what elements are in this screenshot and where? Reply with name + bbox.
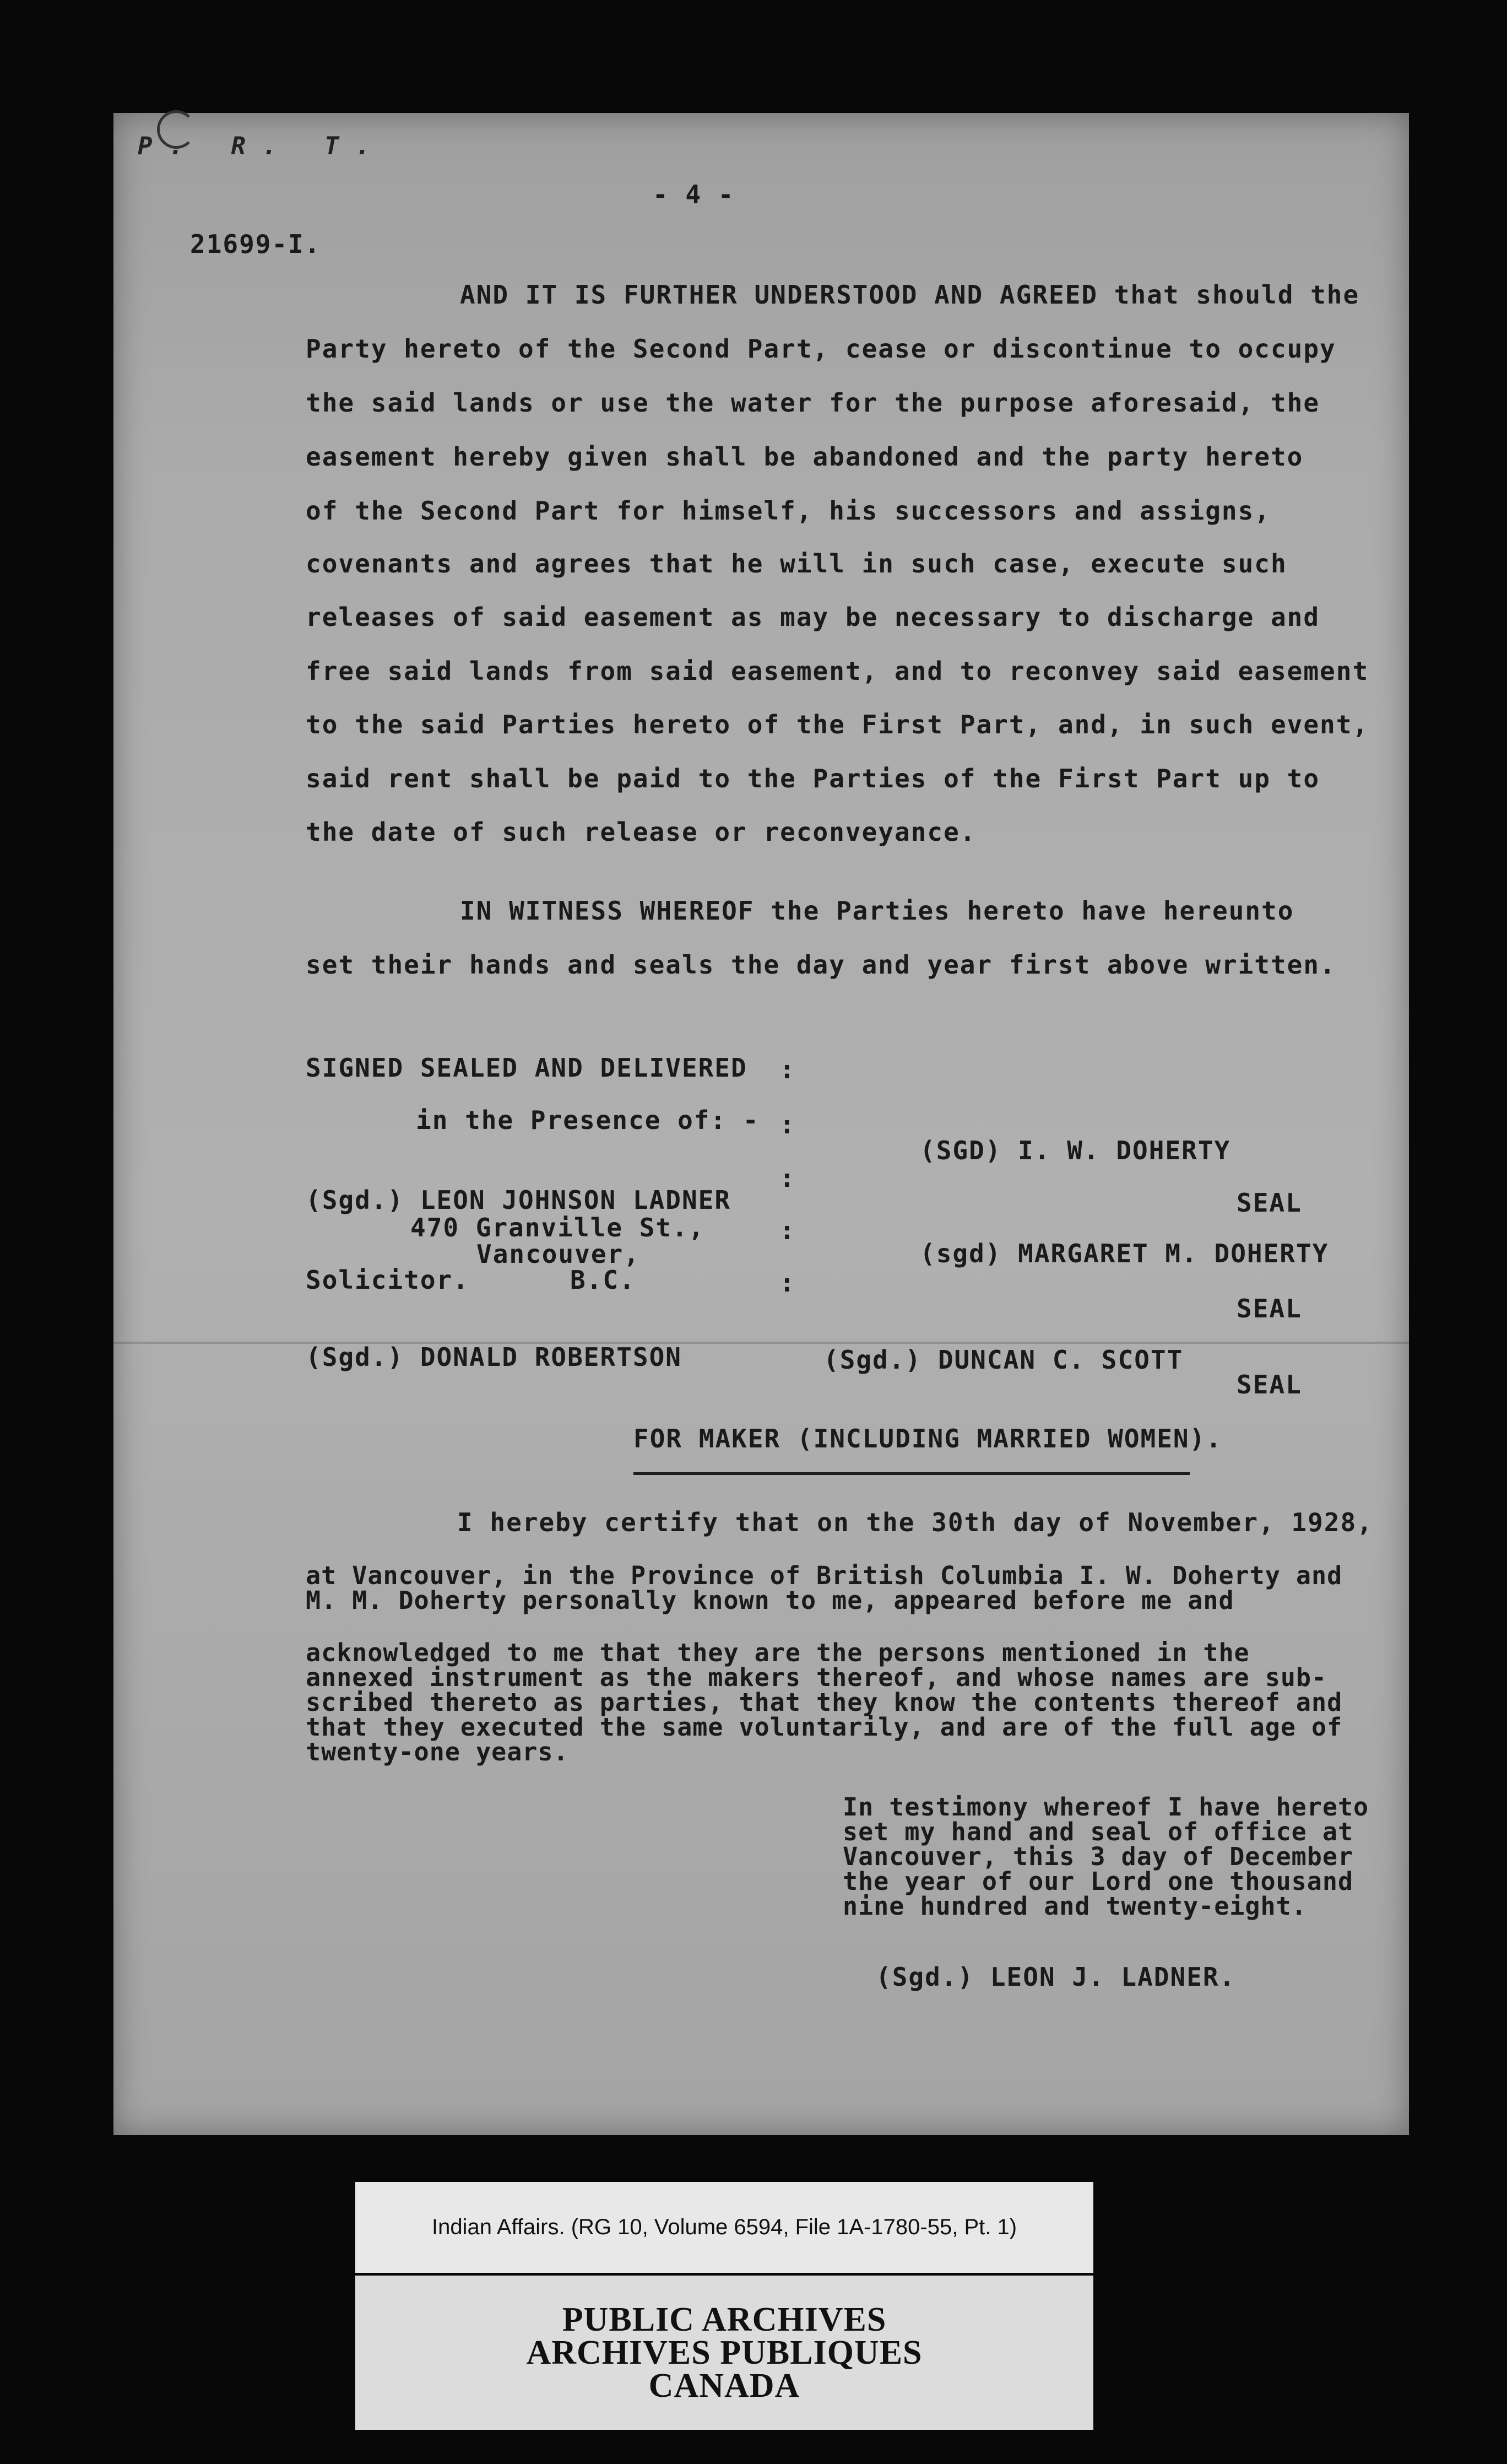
separator-colon: : [779, 1163, 796, 1193]
presence-line: in the Presence of: - [416, 1105, 760, 1135]
seal-label: SEAL [1237, 1370, 1302, 1399]
archive-reference-label [355, 2182, 1093, 2273]
affidavit-text: acknowledged to me that they are the persons mentioned in the [306, 1638, 1250, 1667]
archive-line-2: ARCHIVES PUBLIQUES [526, 2334, 923, 2371]
signature-doherty: (SGD) I. W. DOHERTY [920, 1136, 1231, 1165]
text-line: Party hereto of the Second Part, cease or discontinue to occupy [306, 334, 1336, 364]
text-line: IN WITNESS WHEREOF the Parties hereto have hereunto [460, 896, 1294, 926]
text-line: set their hands and seals the day and year first above written. [306, 950, 1336, 980]
testimony-text: nine hundred and twenty-eight. [843, 1892, 1307, 1921]
separator-colon: : [779, 1110, 796, 1139]
text-line: releases of said easement as may be necessary to discharge and [306, 602, 1320, 632]
separator-colon: : [779, 1055, 796, 1084]
text-line: said rent shall be paid to the Parties of the First Part up to [306, 764, 1320, 793]
archive-line-3: CANADA [648, 2367, 800, 2404]
affidavit-text: M. M. Doherty personally known to me, appeared before me and [306, 1586, 1234, 1615]
affidavit-text: scribed thereto as parties, that they know the contents thereof and [306, 1688, 1343, 1717]
witness-address: 470 Granville St., [410, 1213, 705, 1242]
file-number: 21699-I. [190, 229, 321, 259]
archive-stamp-label [355, 2276, 1093, 2430]
page-number: - 4 - [653, 180, 735, 209]
testimony-text: set my hand and seal of office at [843, 1817, 1354, 1846]
seal-label: SEAL [1237, 1294, 1302, 1323]
text-line: of the Second Part for himself, his successors and assigns, [306, 496, 1271, 526]
certify-line: I hereby certify that on the 30th day of November, 1928, [457, 1507, 1373, 1537]
text-line: the said lands or use the water for the purpose aforesaid, the [306, 388, 1320, 418]
seal-label: SEAL [1237, 1188, 1302, 1218]
testimony-text: Vancouver, this 3 day of December [843, 1842, 1354, 1871]
archive-reference: Indian Affairs. (RG 10, Volume 6594, File 1A-1780-55, Pt. 1) [431, 2215, 1017, 2239]
text-line: easement hereby given shall be abandoned and the party hereto [306, 442, 1304, 472]
testimony-text: In testimony whereof I have hereto [843, 1792, 1369, 1822]
affidavit-text: twenty-one years. [306, 1737, 569, 1766]
affidavit-text: that they executed the same voluntarily, and are of the full age of [306, 1712, 1343, 1742]
witness-city: Vancouver, [476, 1239, 640, 1269]
signature-margaret-doherty: (sgd) MARGARET M. DOHERTY [920, 1239, 1329, 1268]
witness-role: Solicitor. [306, 1265, 469, 1295]
signing-heading: SIGNED SEALED AND DELIVERED [306, 1053, 747, 1083]
witness-robertson: (Sgd.) DONALD ROBERTSON [306, 1342, 682, 1372]
affidavit-text: at Vancouver, in the Province of British Columbia I. W. Doherty and [306, 1561, 1343, 1590]
separator-colon: : [779, 1215, 796, 1245]
notary-signature: (Sgd.) LEON J. LADNER. [876, 1962, 1236, 1992]
signature-scott: (Sgd.) DUNCAN C. SCOTT [823, 1345, 1184, 1375]
testimony-text: the year of our Lord one thousand [843, 1867, 1354, 1896]
witness-ladner: (Sgd.) LEON JOHNSON LADNER [306, 1185, 731, 1215]
affidavit-text: annexed instrument as the makers thereof, and whose names are sub- [306, 1663, 1327, 1692]
heading-underline [633, 1472, 1190, 1475]
text-line: AND IT IS FURTHER UNDERSTOOD AND AGREED that should the [460, 280, 1360, 310]
text-line: covenants and agrees that he will in such case, execute such [306, 549, 1287, 579]
margin-marks: P. R. T. [138, 132, 387, 160]
text-line: the date of such release or reconveyance. [306, 817, 977, 847]
separator-colon: : [779, 1268, 796, 1298]
witness-province: B.C. [570, 1265, 636, 1295]
affidavit-heading: FOR MAKER (INCLUDING MARRIED WOMEN). [633, 1424, 1222, 1453]
text-line: to the said Parties hereto of the First Part, and, in such event, [306, 710, 1369, 739]
archive-line-1: PUBLIC ARCHIVES [562, 2301, 887, 2338]
text-line: free said lands from said easement, and to reconvey said easement [306, 656, 1369, 686]
